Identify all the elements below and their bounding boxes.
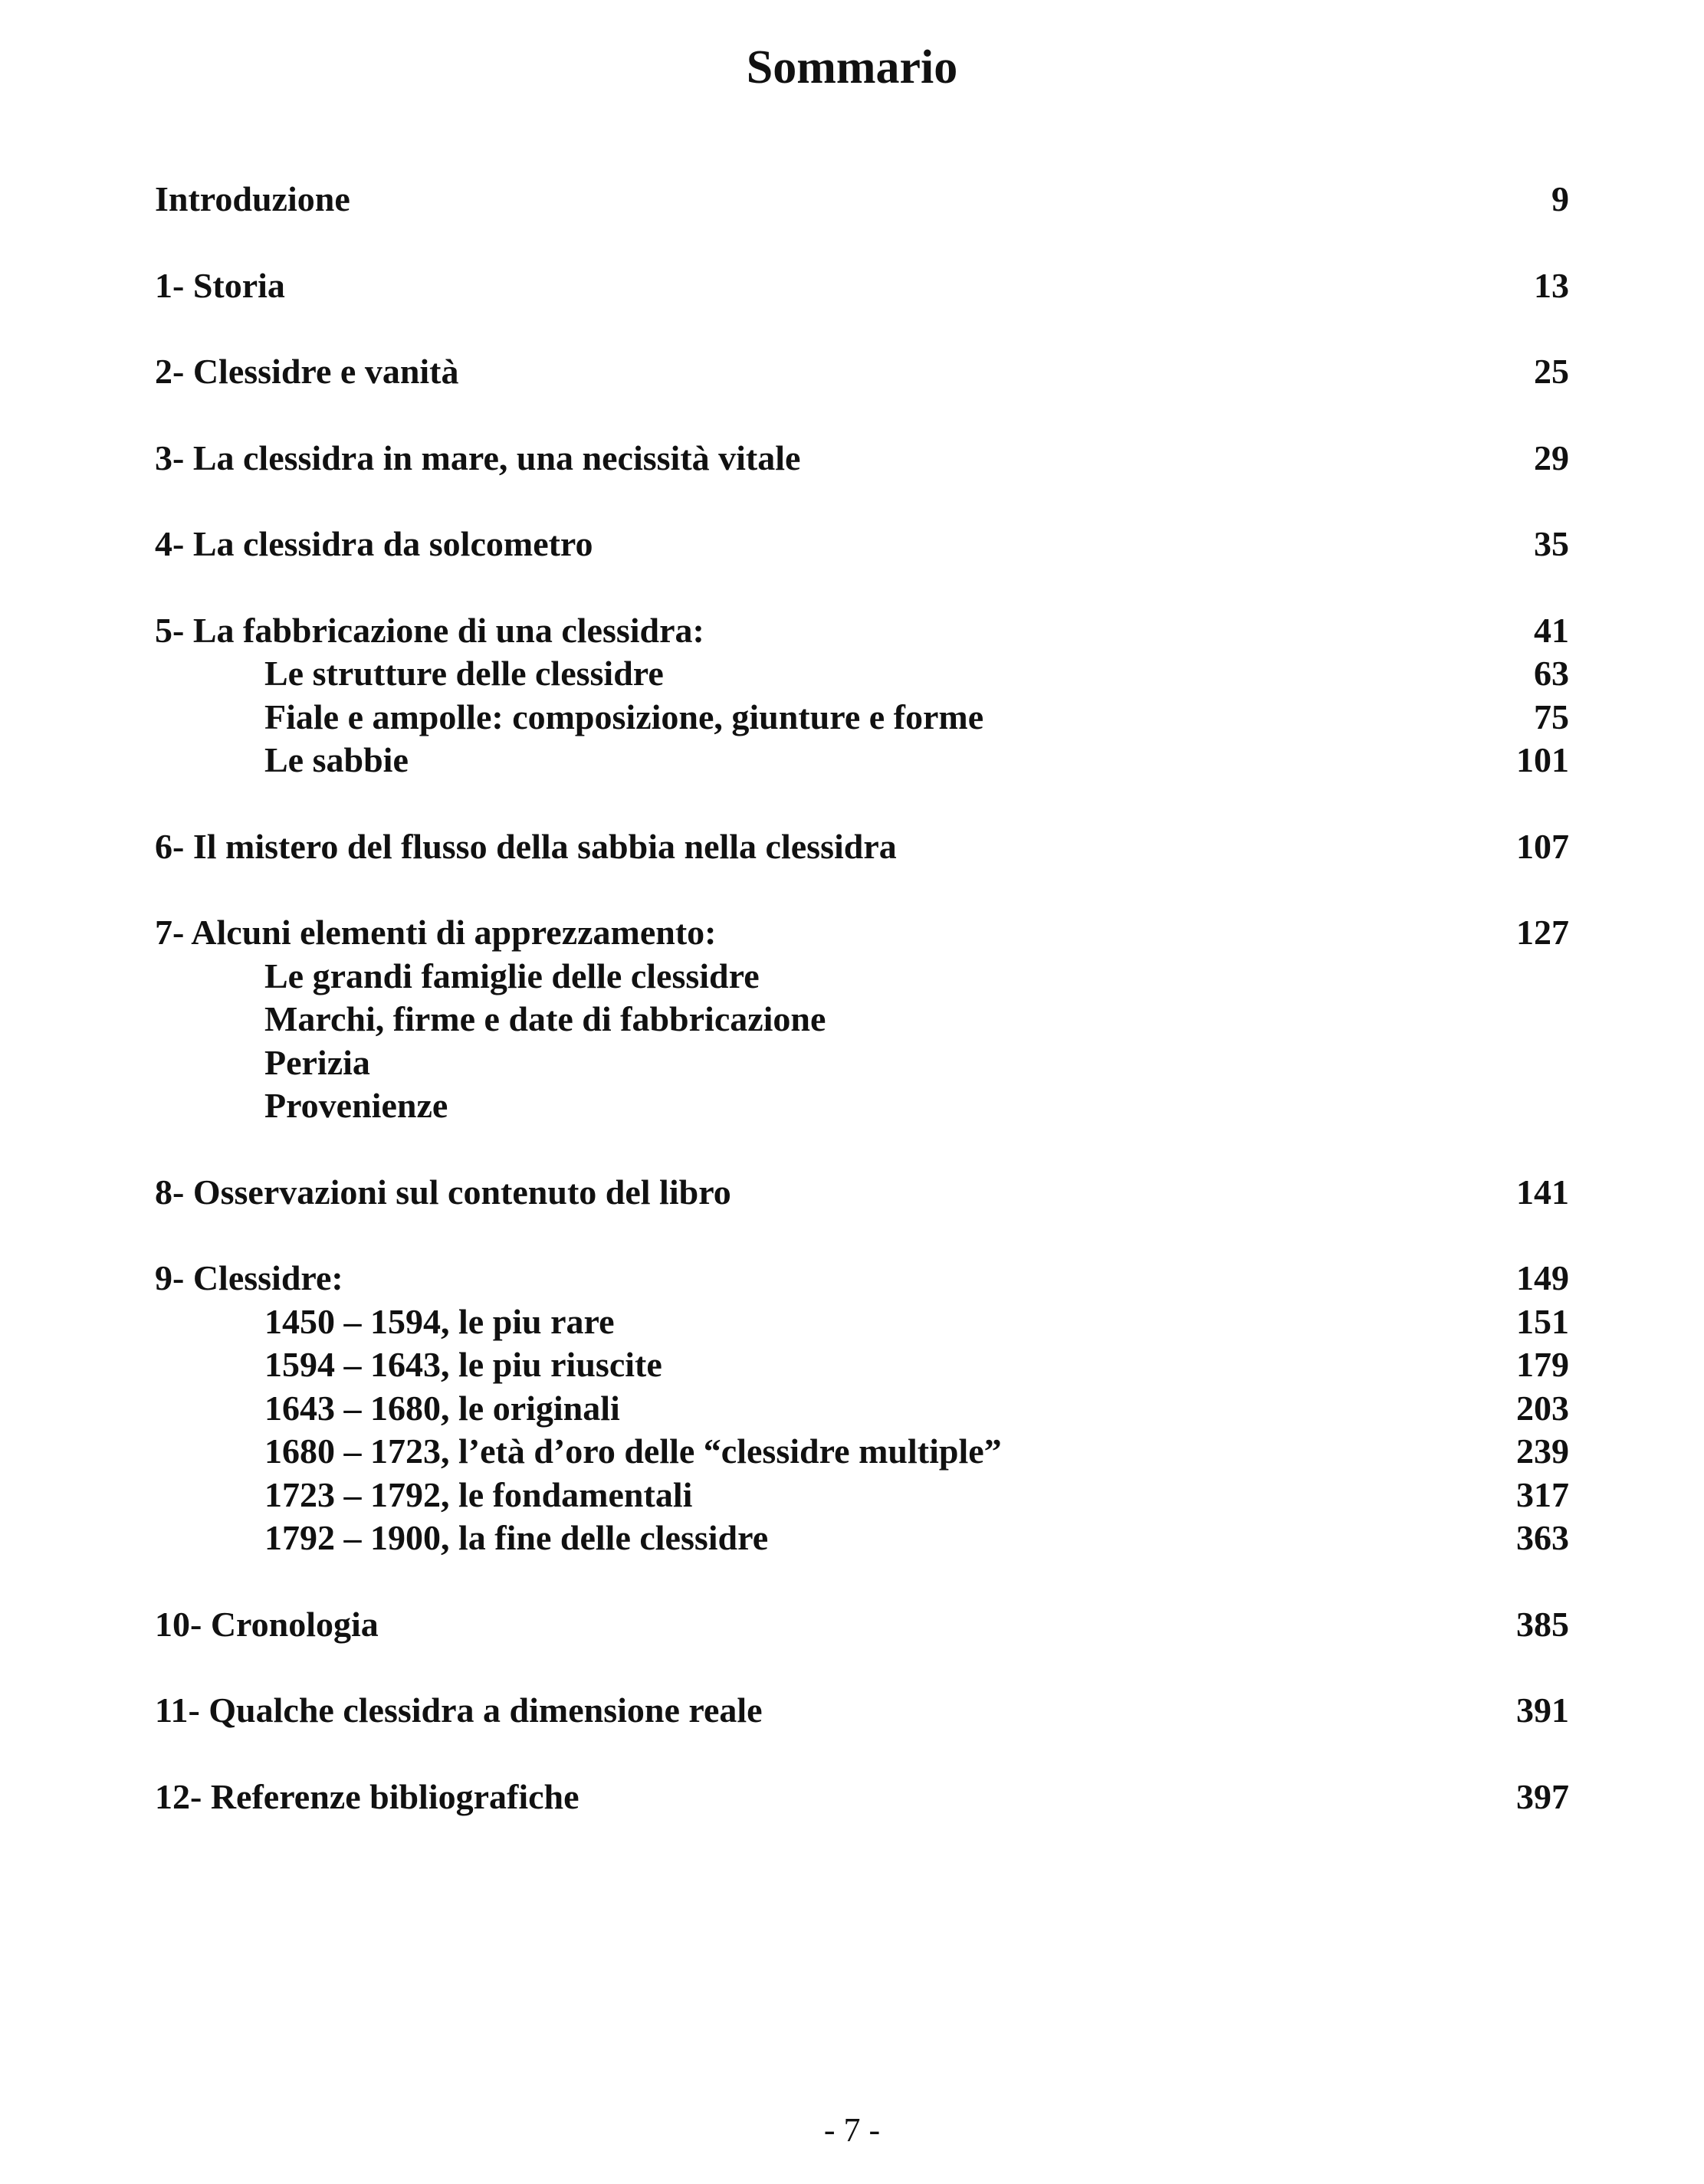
toc-subentry-label: 1792 – 1900, la fine delle clessidre: [264, 1518, 769, 1557]
toc-subentry-page: 317: [1516, 1474, 1569, 1514]
toc-group: [155, 1257, 1569, 1560]
toc-entry-page: 25: [1534, 352, 1569, 391]
toc-subentry-label: Perizia: [264, 1042, 370, 1082]
toc-entry: [155, 264, 1569, 308]
toc-subentry: [155, 739, 1569, 782]
toc-entry-label: 12- Referenze bibliografiche: [155, 1776, 579, 1816]
toc-subentry-page: 151: [1516, 1301, 1569, 1341]
toc-subentry-page: 63: [1534, 654, 1569, 693]
toc-entry-page: 391: [1516, 1690, 1569, 1730]
toc-entry: [155, 609, 1569, 653]
toc-entry: [155, 350, 1569, 394]
toc-entry-label: Introduzione: [155, 179, 350, 218]
toc-group: [155, 1171, 1569, 1215]
toc-subentry: [155, 998, 1569, 1041]
toc-entry-label: 11- Qualche clessidra a dimensione reale: [155, 1690, 763, 1730]
toc-subentry: [155, 1084, 1569, 1128]
toc-group: [155, 1603, 1569, 1647]
toc-group: [155, 1689, 1569, 1733]
toc-subentry-label: Le grandi famiglie delle clessidre: [264, 956, 760, 995]
page-title: Sommario: [746, 41, 958, 93]
toc-subentry: [155, 696, 1569, 739]
toc-entry: [155, 437, 1569, 480]
toc-entry-label: 6- Il mistero del flusso della sabbia nella clessidra: [155, 826, 897, 866]
toc-subentry: [155, 652, 1569, 696]
toc-subentry-page: 179: [1516, 1345, 1569, 1384]
toc-entry-page: 41: [1534, 610, 1569, 650]
toc-subentry-label: Le strutture delle clessidre: [264, 654, 664, 693]
toc-entry-label: 7- Alcuni elementi di apprezzamento:: [155, 913, 717, 952]
toc-subentry: [155, 1343, 1569, 1387]
toc-group: [155, 350, 1569, 394]
toc-entry: [155, 911, 1569, 955]
toc-entry-label: 9- Clessidre:: [155, 1258, 343, 1297]
toc-entry-page: 397: [1516, 1776, 1569, 1816]
toc-subentry: [155, 1517, 1569, 1560]
toc-subentry: [155, 1430, 1569, 1474]
toc-entry-page: 35: [1534, 524, 1569, 563]
toc-subentry-page: 101: [1516, 740, 1569, 779]
toc-group: [155, 437, 1569, 480]
toc-entry-label: 4- La clessidra da solcometro: [155, 524, 593, 563]
toc-entry: [155, 825, 1569, 869]
toc-entry-page: 13: [1534, 265, 1569, 305]
toc-subentry-label: Le sabbie: [264, 740, 409, 779]
toc-subentry-page: 363: [1516, 1518, 1569, 1557]
toc-subentry-page: 203: [1516, 1388, 1569, 1428]
toc-entry-label: 2- Clessidre e vanità: [155, 352, 459, 391]
toc-group: [155, 911, 1569, 1128]
toc-subentry: [155, 1474, 1569, 1517]
toc-subentry-label: Fiale e ampolle: composizione, giunture e forme: [264, 697, 984, 736]
toc-subentry-label: Provenienze: [264, 1086, 448, 1125]
toc-entry-page: 149: [1516, 1258, 1569, 1297]
toc-entry-page: 385: [1516, 1604, 1569, 1644]
toc-entry: [155, 178, 1569, 221]
toc-entry: [155, 1776, 1569, 1819]
toc-group: [155, 264, 1569, 308]
toc-subentry-page: 239: [1516, 1431, 1569, 1471]
toc-subentry: [155, 1387, 1569, 1431]
toc-subentry-label: 1450 – 1594, le piu rare: [264, 1301, 615, 1341]
toc-entry-label: 8- Osservazioni sul contenuto del libro: [155, 1172, 731, 1212]
toc-group: [155, 825, 1569, 869]
toc-subentry-label: Marchi, firme e date di fabbricazione: [264, 999, 826, 1038]
toc-entry-page: 127: [1516, 913, 1569, 952]
toc-subentry-label: 1680 – 1723, l’età d’oro delle “clessidre multiple”: [264, 1431, 1002, 1471]
toc-entry-label: 5- La fabbricazione di una clessidra:: [155, 610, 704, 650]
toc-entry-page: 107: [1516, 826, 1569, 866]
toc-entry: [155, 1689, 1569, 1733]
toc-entry: [155, 523, 1569, 566]
toc-subentry: [155, 1041, 1569, 1085]
toc-group: [155, 609, 1569, 782]
toc-group: [155, 178, 1569, 221]
toc-entry: [155, 1603, 1569, 1647]
toc-entry: [155, 1171, 1569, 1215]
toc-entry-page: 29: [1534, 438, 1569, 477]
toc-entry-label: 3- La clessidra in mare, una necissità vitale: [155, 438, 801, 477]
toc-subentry-label: 1594 – 1643, le piu riuscite: [264, 1345, 662, 1384]
table-of-contents: [155, 178, 1569, 1861]
toc-entry-page: 141: [1516, 1172, 1569, 1212]
toc-group: [155, 523, 1569, 566]
toc-entry-page: 9: [1551, 179, 1569, 218]
toc-subentry-label: 1723 – 1792, le fondamentali: [264, 1474, 693, 1514]
toc-group: [155, 1776, 1569, 1819]
toc-entry-label: 1- Storia: [155, 265, 285, 305]
toc-entry-label: 10- Cronologia: [155, 1604, 379, 1644]
toc-subentry-page: 75: [1534, 697, 1569, 736]
page-number: - 7 -: [823, 2111, 881, 2149]
toc-subentry-label: 1643 – 1680, le originali: [264, 1388, 620, 1428]
toc-subentry: [155, 1300, 1569, 1344]
toc-subentry: [155, 955, 1569, 999]
toc-entry: [155, 1257, 1569, 1300]
